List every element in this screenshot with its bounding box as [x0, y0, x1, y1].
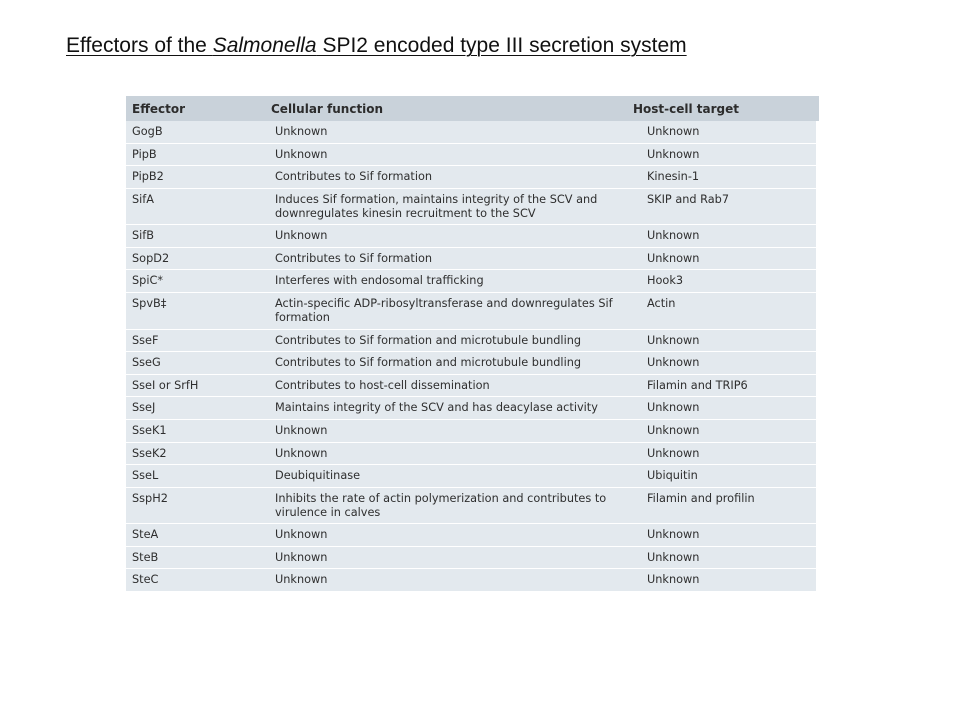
cell-host-cell-target: Actin: [647, 297, 676, 311]
cell-cellular-function: Contributes to host-cell dissemination: [275, 378, 490, 392]
table-row: [126, 569, 816, 592]
table-row: [126, 166, 816, 189]
table-header-row: [126, 96, 819, 121]
table-row: [126, 270, 816, 293]
cell-host-cell-target: Unknown: [647, 125, 700, 138]
cell-host-cell-target: Unknown: [647, 147, 700, 161]
cell-host-cell-target: Unknown: [647, 573, 700, 587]
cell-cellular-function: Unknown: [275, 446, 328, 460]
cell-cellular-function: Maintains integrity of the SCV and has deacylase activity: [275, 401, 598, 415]
table-row: [126, 547, 816, 570]
cell-cellular-function: Unknown: [275, 573, 328, 587]
table-row: [126, 420, 816, 443]
cell-cellular-function: Contributes to Sif formation and microtubule bundling: [275, 333, 582, 347]
cell-host-cell-target: Kinesin-1: [647, 170, 700, 184]
cell-effector: SseG: [132, 356, 161, 370]
table-body: [126, 121, 816, 592]
cell-cellular-function: Unknown: [275, 423, 328, 437]
cell-cellular-function: Induces Sif formation, maintains integrity of the SCV and downregulates kinesin recruitment to the SCV: [275, 192, 598, 220]
cell-cellular-function: Unknown: [275, 229, 328, 243]
cell-cellular-function: Interferes with endosomal trafficking: [275, 274, 484, 288]
cell-host-cell-target: Filamin and profilin: [647, 491, 755, 505]
table-row: [126, 225, 816, 248]
title-text-before: Effectors of the: [66, 34, 213, 57]
table-row: [126, 524, 816, 547]
header-effector: Effector: [132, 101, 186, 116]
cell-cellular-function: Inhibits the rate of actin polymerization and contributes to virulence in calves: [275, 491, 607, 519]
cell-effector: SpvB‡: [132, 297, 167, 311]
cell-effector: SseJ: [132, 401, 156, 415]
title-text-after: SPI2 encoded type III secretion system: [316, 34, 687, 57]
cell-cellular-function: Contributes to Sif formation: [275, 251, 433, 265]
cell-host-cell-target: Unknown: [647, 251, 700, 265]
cell-effector: PipB: [132, 147, 157, 161]
cell-effector: SifA: [132, 192, 155, 206]
cell-host-cell-target: Unknown: [647, 401, 700, 415]
cell-host-cell-target: Unknown: [647, 446, 700, 460]
cell-host-cell-target: Filamin and TRIP6: [647, 378, 748, 392]
cell-host-cell-target: Unknown: [647, 528, 700, 542]
cell-effector: SpiC*: [132, 274, 164, 288]
slide-title: [66, 34, 687, 58]
cell-effector: SseI or SrfH: [132, 378, 199, 392]
cell-cellular-function: Contributes to Sif formation and microtubule bundling: [275, 356, 582, 370]
cell-effector: GogB: [132, 125, 163, 138]
cell-effector: SseK1: [132, 423, 167, 437]
cell-cellular-function: Deubiquitinase: [275, 469, 361, 483]
cell-effector: SseK2: [132, 446, 167, 460]
table-row: [126, 375, 816, 398]
cell-effector: SifB: [132, 229, 155, 243]
table-row: [126, 189, 816, 226]
cell-effector: SseL: [132, 469, 159, 483]
cell-cellular-function: Actin-specific ADP-ribosyltransferase and downregulates Sif formation: [275, 297, 613, 325]
table-row: [126, 443, 816, 466]
effectors-table: [126, 96, 819, 592]
cell-host-cell-target: SKIP and Rab7: [647, 192, 730, 206]
table-row: [126, 465, 816, 488]
cell-cellular-function: Unknown: [275, 147, 328, 161]
table-row: [126, 352, 816, 375]
cell-host-cell-target: Unknown: [647, 550, 700, 564]
cell-effector: SteC: [132, 573, 159, 587]
cell-cellular-function: Contributes to Sif formation: [275, 170, 433, 184]
cell-effector: PipB2: [132, 170, 164, 184]
cell-host-cell-target: Unknown: [647, 229, 700, 243]
cell-effector: SspH2: [132, 491, 168, 505]
cell-cellular-function: Unknown: [275, 528, 328, 542]
table-row: [126, 397, 816, 420]
cell-host-cell-target: Unknown: [647, 333, 700, 347]
cell-host-cell-target: Ubiquitin: [647, 469, 698, 483]
cell-effector: SseF: [132, 333, 159, 347]
header-cellular-function: Cellular function: [271, 101, 384, 116]
table-row: [126, 121, 816, 144]
cell-effector: SteB: [132, 550, 159, 564]
title-text-italic: Salmonella: [212, 34, 317, 57]
table-row: [126, 488, 816, 525]
cell-effector: SteA: [132, 528, 159, 542]
cell-host-cell-target: Unknown: [647, 423, 700, 437]
cell-host-cell-target: Unknown: [647, 356, 700, 370]
table-row: [126, 248, 816, 271]
cell-host-cell-target: Hook3: [647, 274, 684, 288]
table-row: [126, 293, 816, 330]
header-host-cell-target: Host-cell target: [633, 101, 740, 116]
cell-effector: SopD2: [132, 251, 170, 265]
cell-cellular-function: Unknown: [275, 125, 328, 138]
table-row: [126, 330, 816, 353]
table-row: [126, 144, 816, 167]
cell-cellular-function: Unknown: [275, 550, 328, 564]
